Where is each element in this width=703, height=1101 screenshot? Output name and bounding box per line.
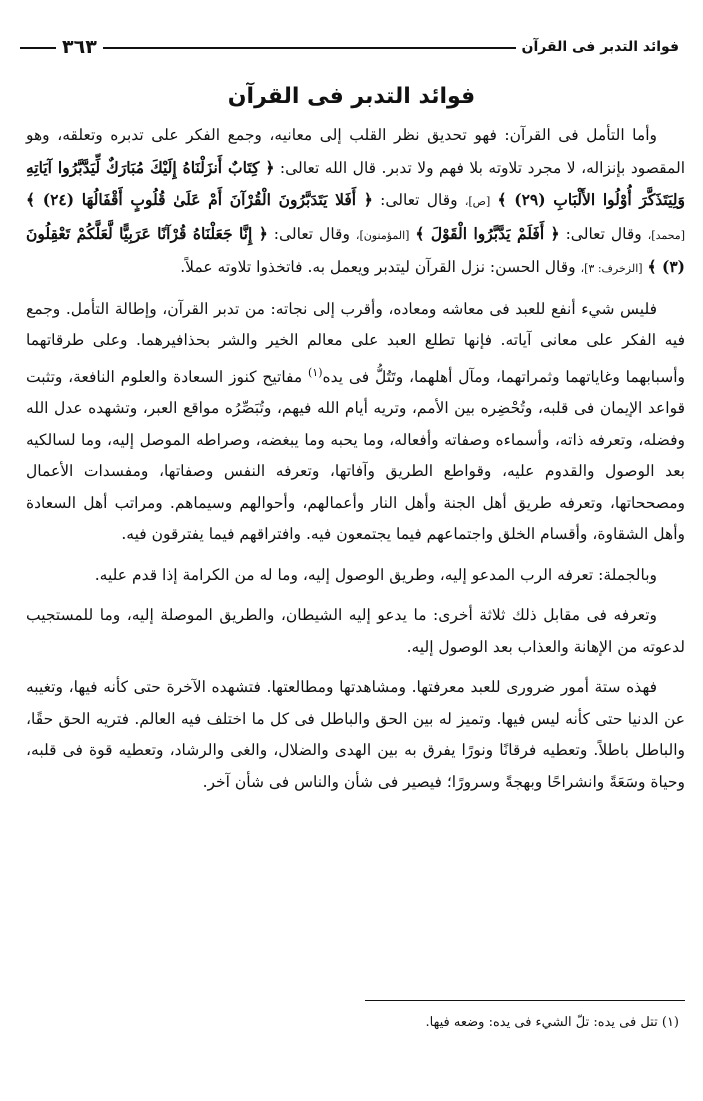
text: وقال تعالى: — [273, 224, 350, 243]
text: وقال الحسن: نزل القرآن ليتدبر ويعمل به. فاتخذوا تلاوته عملاً. — [180, 258, 576, 276]
paragraph-3: وبالجملة: تعرفه الرب المدعو إليه، وطريق الوصول إليه، وما له من الكرامة إذا قدم عليه. — [94, 565, 657, 584]
text: وقال تعالى: — [565, 224, 642, 243]
page-number: ٣٦٣ — [56, 34, 103, 60]
verse-reference: [المؤمنون]، — [355, 228, 410, 242]
verse-reference: [محمد]، — [647, 228, 685, 242]
verse-reference: [ص]، — [464, 195, 491, 208]
text: وأما التأمل فى القرآن: فهو تحديق نظر القلب إلى معانيه، وجمع الفكر على تدبره وتعلقه، وهو المقصود بإنزاله، لا مجرد تلاوته بلا فهم ولا تدبر. قال الله تعالى: — [26, 126, 686, 177]
quran-verse: ﴿ إِنَّا جَعَلْنَاهُ قُرْآنًا عَرَبِيًّا لَّعَلَّكُمْ تَعْقِلُونَ (٣) ﴾ — [26, 223, 685, 276]
quran-verse: ﴿ كِتَابٌ أَنزَلْنَاهُ إِلَيْكَ مُبَارَكٌ لِّيَدَّبَّرُوا آيَاتِهِ وَلِيَتَذَكَّرَ أُوْلُوا الأَلْبَابِ (٢٩) ﴾ — [26, 157, 685, 209]
text: فليس شيء أنفع للعبد فى معاشه ومعاده، وأقرب إلى نجاته: من تدبر القرآن، وإطالة التأمل. وجمع فيه الفكر على معانى آياته. فإنها تطلع العبد على معالم الخير والشر بحذافيرهما. وعلى طرقاتهما وأسبابهما وغاياتهما وثمراتهما، ومآل أهلهما، وتَتُلُّ فى يده — [26, 299, 685, 386]
quran-verse: ﴿ أَفَلا يَتَدَبَّرُونَ الْقُرْآنَ أَمْ عَلَىٰ قُلُوبٍ أَقْفَالُهَا (٢٤) ﴾ — [26, 190, 373, 209]
running-title: فوائد التدبر فى القرآن — [516, 34, 685, 60]
footnote: (١) تتل فى يده: تلّ الشيء فى يده: وضعه فيها. — [425, 1015, 679, 1030]
footnote-rule — [365, 1000, 685, 1001]
text: مفاتيح كنوز السعادة والعلوم النافعة، وتثبت قواعد الإيمان فى قلبه، وتُحْضِره بين الأمم، وتريه أيام الله فيهم، وتُبَصِّرُه مواقع العبر، وتشهده عدل الله وفضله، وتعرفه ذاته، وأسماءه وصفاته وأفعاله، وما يحبه وما يبغضه، وصراطه الموصل إليه، وما لسالكيه بعد الوصول والقدوم عليه، وقواطع الطريق وآفاتها، وتعرفه النفس وصفاتها، ومفسدات الأعمال ومصححاتها، وتعرفه طريق أهل الجنة وأهل النار وأعمالهم، وأحوالهم وسيماهم. ومراتب أهل السعادة وأهل الشقاوة، وأقسام الخلق واجتماعهم فيما يجتمعون فيه. وافتراقهم فيما يفترقون فيه. — [26, 367, 685, 544]
paragraph-2 — [26, 294, 685, 551]
footnote-marker[interactable]: (١) — [308, 365, 323, 379]
page-header — [20, 34, 685, 60]
section-title: فوائد التدبر فى القرآن — [227, 84, 476, 109]
paragraph-1 — [26, 120, 685, 285]
verse-reference: [الزخرف: ٣]، — [580, 262, 643, 275]
text: وقال تعالى: — [380, 191, 458, 209]
paragraph-5: فهذه ستة أمور ضرورى للعبد معرفتها. ومشاهدتها ومطالعتها. فتشهده الآخرة حتى كأنه فيها، وتغيبه عن الدنيا حتى كأنه ليس فيها. وتميز له بين الحق والباطل فى كل ما اختلف فيه العالم. فتريه الحق حقًا، والباطل باطلاً. وتعطيه فرقانًا ونورًا يفرق به بين الهدى والضلال، والغى والرشاد، وتعطيه قوة فى قلبه، وحياة وسَعَةً وانشراحًا وبهجةً وسرورًا؛ فيصير فى شأن والناس فى شأن آخر. — [26, 678, 685, 791]
paragraph-4: وتعرفه فى مقابل ذلك ثلاثة أخرى: ما يدعو إليه الشيطان، والطريق الموصلة إليه، وما للمستجيب لدعوته من الإهانة والعذاب بعد الوصول إليه. — [26, 606, 685, 656]
quran-verse: ﴿ أَفَلَمْ يَدَّبَّرُوا الْقَوْلَ ﴾ — [415, 223, 560, 243]
body-text — [26, 120, 685, 807]
